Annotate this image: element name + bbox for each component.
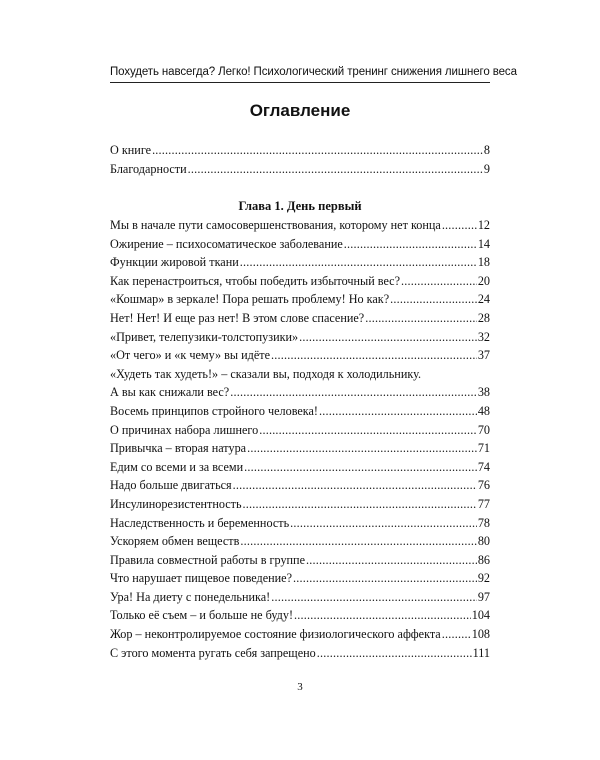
- toc-entry[interactable]: [110, 625, 490, 644]
- toc-entry[interactable]: [110, 235, 490, 254]
- toc-entry-page: 111: [472, 645, 490, 660]
- toc-entry[interactable]: [110, 439, 490, 458]
- toc-entry-title: Мы в начале пути самосовершенствования, которому нет конца: [110, 218, 441, 232]
- toc-entry-page: 108: [471, 627, 490, 642]
- toc-entry-page: 104: [471, 608, 490, 623]
- toc-leader-dots: [233, 476, 477, 495]
- toc-entry[interactable]: [110, 346, 490, 365]
- toc-entry-title: «Привет, телепузики-толстопузики»: [110, 329, 299, 344]
- toc-entry[interactable]: [110, 532, 490, 551]
- toc-entry-page: 97: [477, 589, 490, 604]
- toc-entry-page: 9: [483, 161, 490, 176]
- toc-entry-title: Благодарности: [110, 161, 187, 176]
- toc-entry-title: Правила совместной работы в группе: [110, 552, 305, 567]
- toc-title: Оглавление: [249, 101, 351, 120]
- toc-entry-title: Что нарушает пищевое поведение?: [110, 571, 292, 586]
- toc-entry-title: «Худеть так худеть!» – сказали вы, подходя к холодильнику.: [110, 366, 422, 381]
- toc-leader-dots: [294, 606, 471, 625]
- toc-entry[interactable]: [110, 644, 490, 663]
- toc-entry[interactable]: [110, 328, 490, 347]
- toc-entry-page: 86: [477, 552, 490, 567]
- toc-entry-page: 12: [477, 218, 490, 232]
- toc-entry-page: 92: [477, 571, 490, 586]
- toc-entry-title: Едим со всеми и за всеми: [110, 459, 244, 474]
- toc-entry-title: Только её съем – и больше не буду!: [110, 608, 294, 623]
- toc-entry[interactable]: [110, 458, 490, 477]
- toc-entry[interactable]: [110, 160, 490, 179]
- toc-entry-page: 20: [477, 273, 490, 288]
- toc-entry-page: 28: [477, 310, 490, 325]
- toc-entry-title: Ожирение – психосоматическое заболевание: [110, 236, 343, 251]
- running-head: Похудеть навсегда? Легко! Психологический тренинг снижения лишнего веса: [110, 66, 517, 78]
- toc-entry-title: А вы как снижали вес?: [110, 385, 230, 400]
- toc-entry-page: 18: [477, 255, 490, 270]
- toc-leader-dots: [240, 253, 477, 272]
- toc-leader-dots: [271, 346, 477, 365]
- toc-entry[interactable]: [110, 569, 490, 588]
- chapter-entries-list: [110, 216, 490, 662]
- toc-entry-title: Восемь принципов стройного человека!: [110, 403, 318, 418]
- toc-entry-title: Ускоряем обмен веществ: [110, 534, 240, 549]
- toc-leader-dots: [442, 625, 471, 644]
- toc-entry-page: 24: [477, 292, 490, 307]
- toc-leader-dots: [344, 235, 477, 254]
- toc-leader-dots: [152, 141, 483, 160]
- toc-entry-title: Ура! На диету с понедельника!: [110, 589, 271, 604]
- toc-entry-page: 32: [477, 329, 490, 344]
- toc-leader-dots: [188, 160, 483, 179]
- toc-entry[interactable]: [110, 476, 490, 495]
- toc-entry-title: «Кошмар» в зеркале! Пора решать проблему! Но как?: [110, 292, 390, 307]
- toc-leader-dots: [306, 551, 477, 570]
- page-number: 3: [297, 681, 303, 693]
- toc-entry[interactable]: [110, 272, 490, 291]
- toc-leader-dots: [290, 514, 477, 533]
- toc-entry[interactable]: [110, 309, 490, 328]
- toc-entry[interactable]: [110, 290, 490, 309]
- toc-leader-dots: [259, 421, 477, 440]
- toc-entry-title: С этого момента ругать себя запрещено: [110, 645, 316, 660]
- toc-entry-title: Наследственность и беременность: [110, 515, 290, 530]
- chapter-title: Глава 1. День первый: [238, 199, 362, 213]
- toc-entry-title: «От чего» и «к чему» вы идёте: [110, 348, 271, 363]
- toc-entry[interactable]: [110, 253, 490, 272]
- toc-entry-page: 77: [477, 496, 490, 511]
- toc-entry[interactable]: [110, 495, 490, 514]
- toc-entry[interactable]: [110, 141, 490, 160]
- toc-entry[interactable]: [110, 402, 490, 421]
- toc-entry-page: 14: [477, 236, 490, 251]
- toc-entry-page: 80: [477, 534, 490, 549]
- toc-entry-title: Как перенастроиться, чтобы победить избыточный вес?: [110, 273, 400, 288]
- toc-entry-page: 76: [477, 478, 490, 493]
- toc-entry-title: Жор – неконтролируемое состояние физиологического аффекта: [110, 627, 441, 642]
- toc-leader-dots: [244, 458, 477, 477]
- toc-entry-title: Нет! Нет! И еще раз нет! В этом слове спасение?: [110, 310, 365, 325]
- toc-entry-page: 78: [477, 515, 490, 530]
- toc-leader-dots: [442, 216, 477, 235]
- toc-entry[interactable]: [110, 551, 490, 570]
- toc-leader-dots: [240, 532, 476, 551]
- toc-leader-dots: [401, 272, 477, 291]
- toc-entry[interactable]: [110, 588, 490, 607]
- toc-entry-title: Надо больше двигаться: [110, 478, 232, 493]
- header-rule: [110, 82, 490, 83]
- toc-entry-page: 38: [477, 385, 490, 400]
- toc-leader-dots: [319, 402, 477, 421]
- toc-leader-dots: [390, 290, 477, 309]
- toc-entry-title: Привычка – вторая натура: [110, 441, 247, 456]
- toc-entry[interactable]: [110, 421, 490, 440]
- toc-entry-page: 48: [477, 403, 490, 418]
- toc-leader-dots: [299, 328, 477, 347]
- toc-entry-title: О причинах набора лишнего: [110, 422, 259, 437]
- toc-entry[interactable]: [110, 383, 490, 402]
- toc-leader-dots: [293, 569, 477, 588]
- toc-entry[interactable]: [110, 606, 490, 625]
- toc-entry-page: 8: [483, 143, 490, 157]
- toc-entry-title: Инсулинорезистентность: [110, 496, 242, 511]
- toc-leader-dots: [230, 383, 477, 402]
- toc-entry[interactable]: [110, 216, 490, 235]
- front-matter-list: [110, 141, 490, 178]
- toc-leader-dots: [247, 439, 477, 458]
- toc-leader-dots: [317, 644, 472, 663]
- toc-entry-page: 37: [477, 348, 490, 363]
- toc-entry-title: Функции жировой ткани: [110, 255, 239, 270]
- toc-leader-dots: [271, 588, 477, 607]
- toc-entry[interactable]: [110, 514, 490, 533]
- toc-leader-dots: [243, 495, 477, 514]
- toc-entry[interactable]: [110, 365, 490, 384]
- toc-leader-dots: [365, 309, 477, 328]
- toc-entry-page: 71: [477, 441, 490, 456]
- toc-entry-page: 70: [477, 422, 490, 437]
- toc-entry-title: О книге: [110, 143, 152, 157]
- toc-entry-page: 74: [477, 459, 490, 474]
